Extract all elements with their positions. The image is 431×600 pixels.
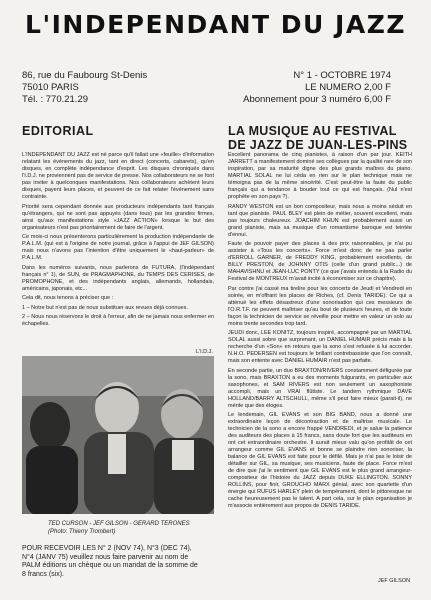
editorial-paragraph: Dans les numéros suivants, nous parlerons de FUTURA, (l'indépendant français n° 1), de SUN, de PRAGMAPHONE, du TEMPS DES CERISES, de PROMOPHONE, et des indépendants anglais, allemands, hollandais, américains, japonais, etc... <box>22 264 214 292</box>
editorial-paragraph: Cela dit, nous tenons à préciser que : <box>22 295 114 301</box>
editorial-signature: L'I.D.J. <box>196 349 213 355</box>
photo-caption <box>48 520 190 536</box>
masthead-title: L'INDEPENDANT DU JAZZ <box>25 10 406 39</box>
editorial-paragraph: L'INDEPENDANT DU JAZZ est né parce qu'il fallait une «feuille» d'information relatant les événements du jazz, tant en direct (concerts, cabarets), qu'en disques, en complète indépendance d'esprit. Les disques chroniqués dans l'I.D.J. ne proviennent pas de service de presse. Nos collaborateurs ne se font pas inviter à quelconques manifestations. Nos collaborateurs achètent leurs disques, payent leurs places, et peuvent de ce fait relater l'événement sans contrainte. <box>22 152 214 200</box>
issue-subscription: Abonnement pour 3 numéro 6,00 F <box>243 94 391 105</box>
festival-paragraph: RANDY WESTON est un bon compositeur, mais nous a moins séduit en tant que pianiste. PAUL BLEY est plein de métier, souvent excellent, mais pas toujours chaleureux. JOACHIM KHUN est probablement aussi un grand pianiste, mais sa musique d'un romantisme baroque est teintée d'ennui. <box>228 203 412 238</box>
festival-column <box>228 152 412 513</box>
address-city: 75010 PARIS <box>22 82 79 93</box>
photo-caption-credit: (Photo: Thierry Trombert) <box>48 529 116 535</box>
editorial-heading: EDITORIAL <box>22 124 94 138</box>
address-street: 86, rue du Faubourg St-Denis <box>22 70 148 81</box>
photo-illustration <box>22 356 214 514</box>
festival-paragraph: JEUDI donc, LEE KONITZ, toujours inspiré, accompagné par un MARTIAL SOLAL aussi sobre que surprenant, un DANIEL HUMAIR précis mais à la recherche d'un «Son» en retours que la sono s'est refusée à lui accorder. N.H.O. PEDERSEN est toujours le brillant contrebassiste que l'on connaît, mais son entente avec DANIEL HUMAIR n'est pas parfaite. <box>228 330 412 364</box>
festival-paragraph: Faute de pouvoir payer des places à des prix raisonnables, je n'ai pu assister à «Tous les concerts». Force m'est donc de ne pas parler d'ERROLL GARNER, de FREDDY KING, probablement excellents, de BILLY PRESTON, de JOHNNY OTIS (celle d'un grand public...) de MAHAVISHNU et JEAN-LUC PONTY (ce que j'avais entendu à la Radio du Festival de MONTREUX m'avait incité à économiser sur ce chapitre). <box>228 241 412 282</box>
issue-info <box>243 70 391 106</box>
editorial-paragraph: 2 – Nous nous réservons le droit à l'erreur, afin de ne jamais nous enfermer en échapelles. <box>22 314 214 327</box>
editorial-column <box>22 152 214 331</box>
festival-paragraph: Le lendemain, GIL EVANS et son BIG BAND, nous a donné une extraordinaire leçon de décontraction et de maîtrise musicale. Le technicien de la sono a encore frappé VENDREDI, et je salue la patience des auditeurs des places à 15 francs, sans doute fort que les auditeurs en ont cet extraordinaire orchestre. Il aurait mieux valu qu'on profitât de cet arrangeur comme GIL EVANS et bonne se plaindre rien sonoriser, la balance de GIL EVANS est faite pour le défilé. Mais je n'ai pas le loisir de détailler sur GIL, sa musique, ses musiciens, faute de place. Force m'est de dire que j'ai le sentiment que GIL EVANS est le plus grand arrangeur-compositeur de l'histoire du JAZZ depuis DUKE ELLINGTON. SONNY ROLLINS, pour finir, GROUCHO MARX génial, avec son quartette d'un énergie qui RUFUS HARLEY plein de tempérament, dont le pittoresque ne cache heureusement pas le talent. A part cela, sur le plan organisation je m'associe entièrement aux propos de DENIS TARIDE. <box>228 412 412 509</box>
photo-caption-names: TED CURSON - JEF GILSON - GERARD TERONES <box>48 521 190 527</box>
musicians-photo <box>22 356 214 514</box>
festival-paragraph: Par contre j'ai cassé ma tirelire pour les concerts de Jeudi et Vendredi en soirée, en m'offrant les places de Riches, (cf. Denis TARIDE). Ce qui a atténué les effets désastreux d'une sonorisation qui ces messieurs de l'O.R.T.F. ne peuvent maîtriser qu'au bout de plusieurs heures, et de toute façon la technicien de service se réveille pour mettre en valeur un solo au moins trente secondes trop tard. <box>228 285 412 327</box>
editorial-paragraph: 1 – Notre but n'est pas de nous substituer aux revues déjà connues. <box>22 304 188 311</box>
issue-number: N° 1 - OCTOBRE 1974 <box>293 70 391 81</box>
festival-paragraph: Excellent panorama de cinq pianistes, à raison d'un par jour. KEITH JARRETT a manifestement dominé ses collègues par la qualité rare de son inspiration, par sa maturité digne des plus grands maîtres du piano. MARTIAL SOLAL ne lui céda en rien sur le plan technique mais ne témoigna pas de la même sincérité. C'est peut-être la faute du public français qui a tendance à bouder tout ce qui est français. (Nul n'est prophète en son pays ?). <box>228 152 412 200</box>
festival-heading: LA MUSIQUE AU FESTIVAL DE JAZZ DE JUAN-LES-PINS <box>228 124 408 152</box>
subscription-notice <box>22 545 202 579</box>
publisher-address <box>22 70 147 106</box>
issue-price: LE NUMERO 2,00 F <box>304 82 391 93</box>
address-phone: Tél. : 770.21.29 <box>22 94 89 105</box>
festival-paragraph: En seconde partie, un duo BRAXTON/RIVERS constamment défigurée par la sono, mais BRAXTON a eu des moments fulgurants, en particulier aux saxophones, et SAM RIVERS est non seulement un saxophoniste accompli, mais un VRAI flûtiste. Le tandem rythmique DAVE HOLLAND/BARRY ALTSCHULL, même s'il peut faire mieux (parait-il), ne mérite que des éloges. <box>228 367 412 409</box>
subscription-text: POUR RECEVOIR LES N° 2 (NOV 74), N°3 (DEC 74), N°4 (JANV 75) veuillez nous faire parvenir au nom de PALM éditions un chèque ou un mandat de la somme de 8 francs (six). <box>22 545 198 578</box>
festival-signature: JEF GILSON <box>378 578 411 584</box>
editorial-paragraph: Priorité sera cependant donnée aux producteurs indépendants tant français qu'étrangers, qui ne sont pas appuyés (dans tous) par les grandes firmes, ainsi qu'aux manifestations style «JAZZ ACTION» lorsque le but des organisateurs n'est pas prioritairement de faire de l'argent. <box>22 203 214 231</box>
editorial-paragraph: Ce mois-ci nous présenterons particulièrement la production indépendante de P.A.L.M. (qui est à l'origine de notre journal, grâce à l'appui de JEF GILSON) mais nous n'avons pas l'intention d'être uniquement le «haut-parleur» de P.A.L.M. <box>22 234 214 261</box>
